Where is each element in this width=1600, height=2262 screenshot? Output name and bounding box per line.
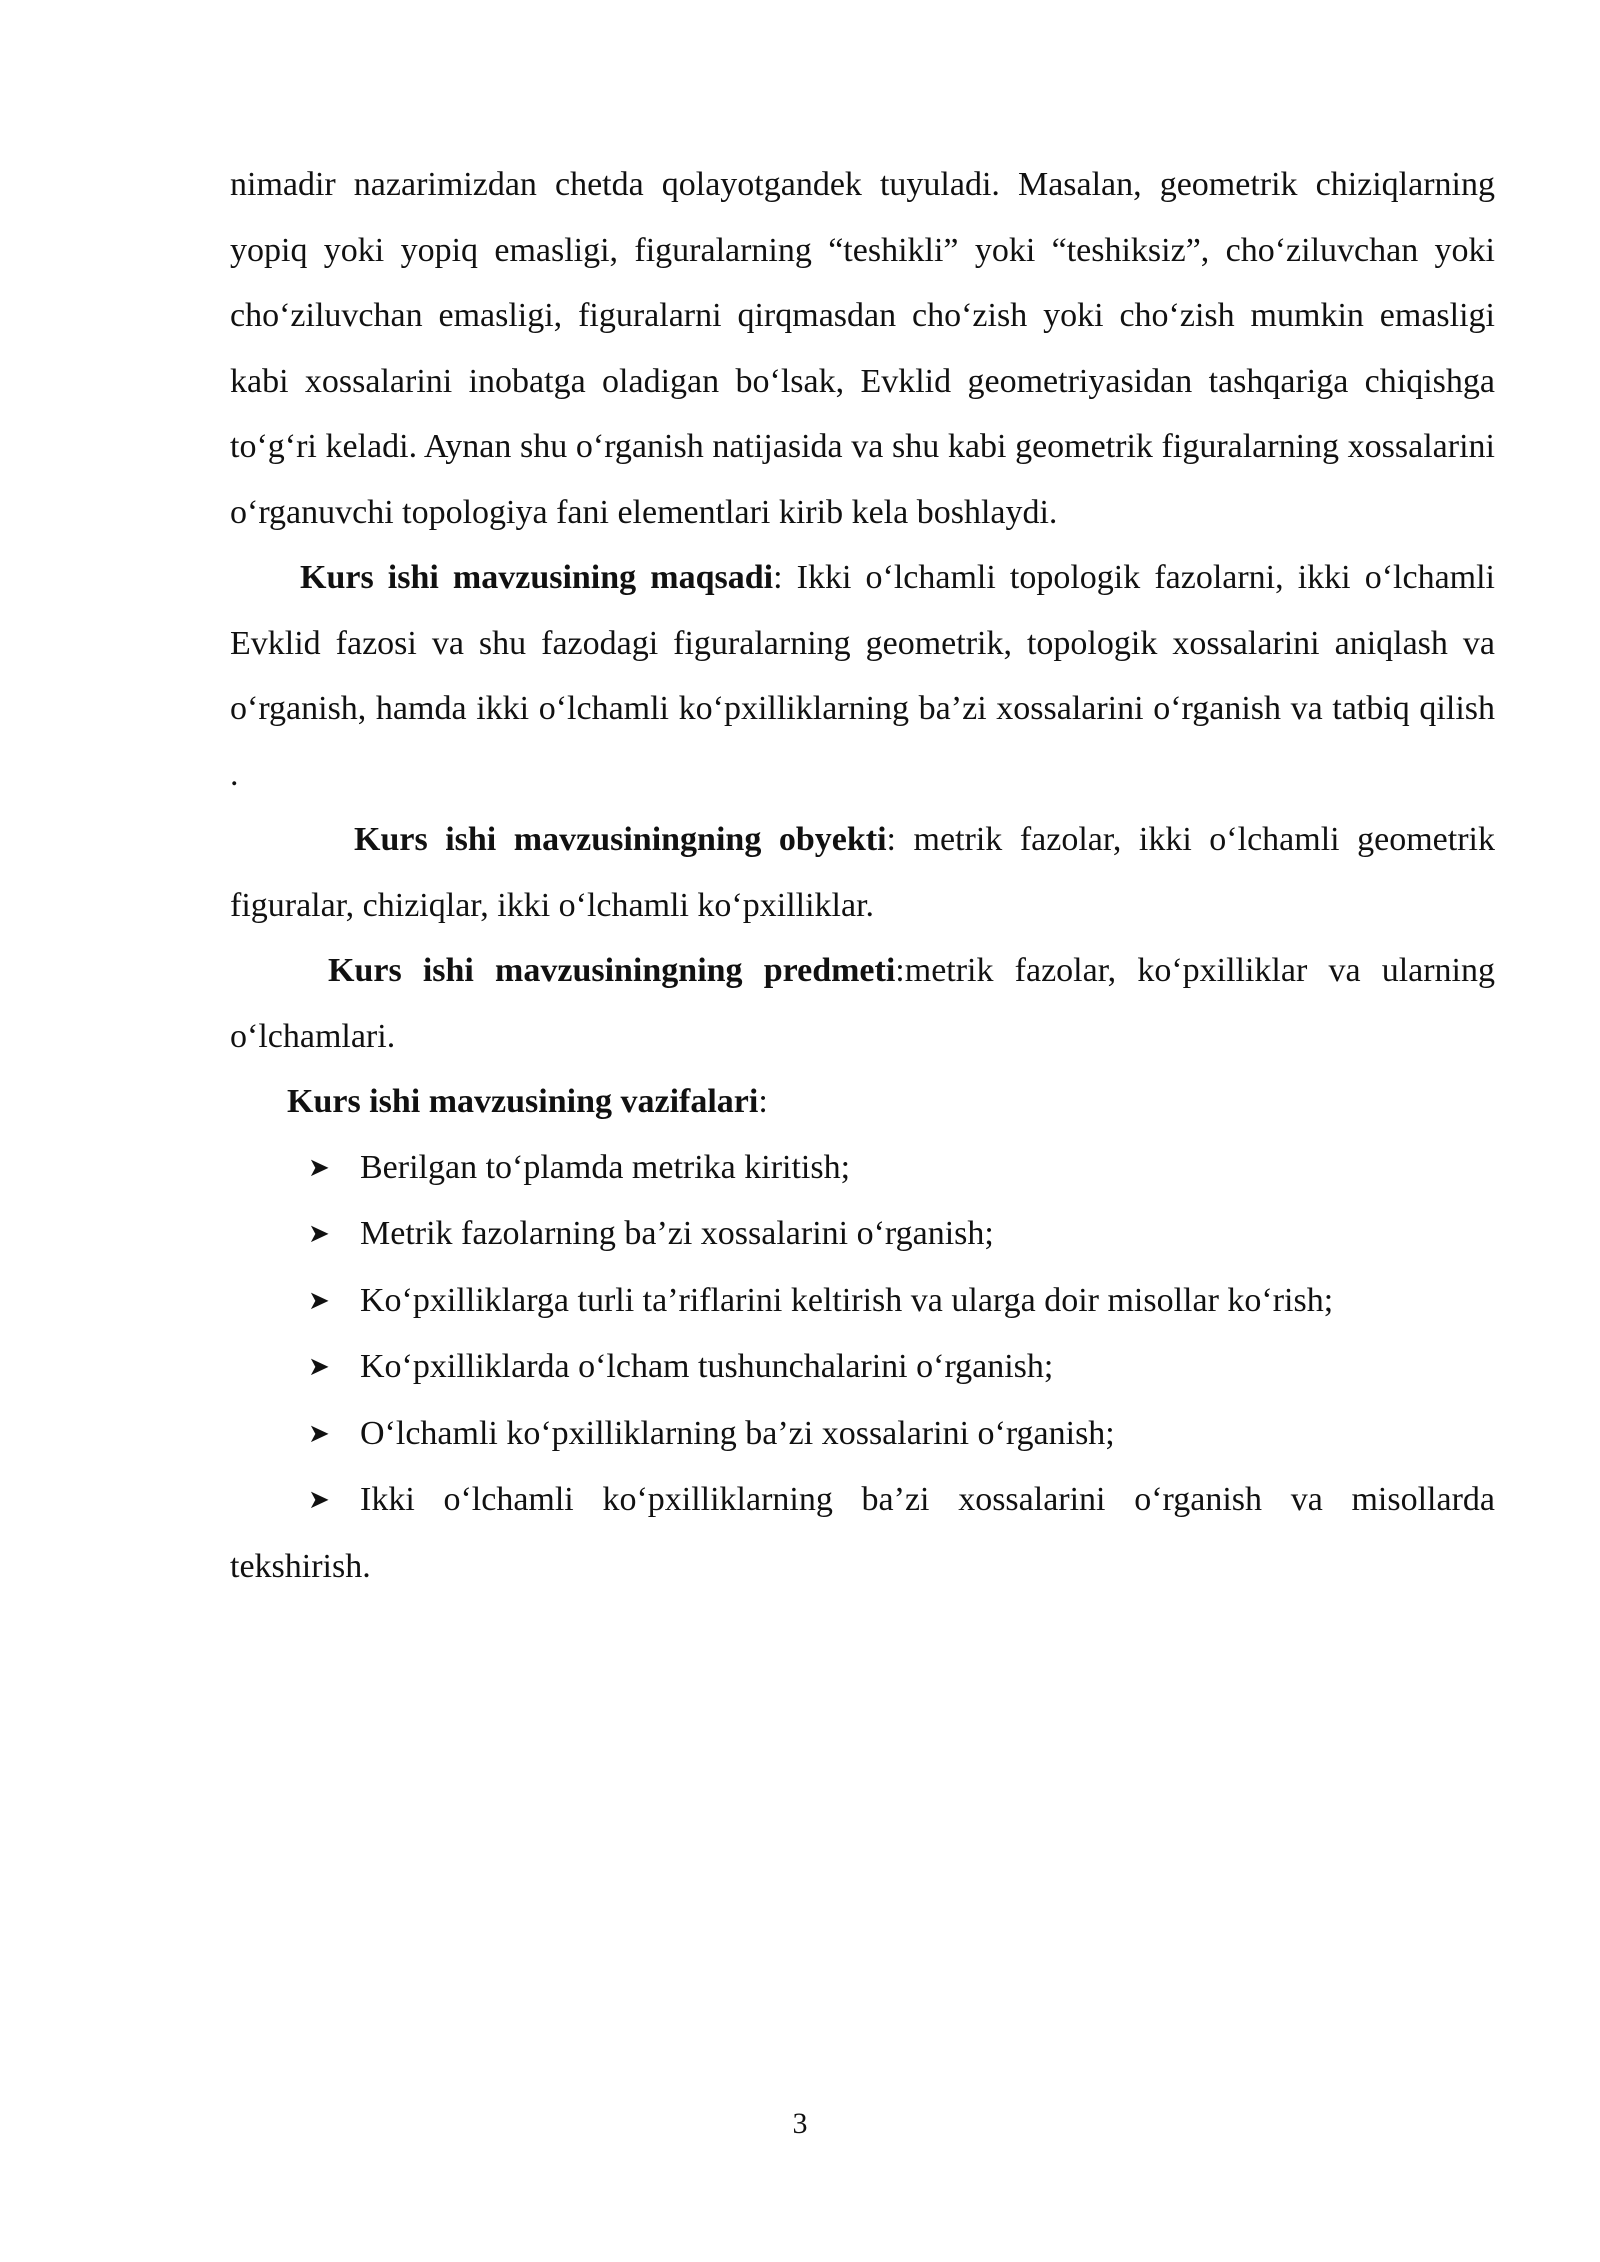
- list-item: [230, 1135, 1495, 1202]
- list-item: [230, 1401, 1495, 1468]
- vazifalar-heading: [230, 1069, 1495, 1135]
- predmet-label: Kurs ishi mavzusiningning predmeti: [328, 952, 896, 989]
- obyekt-label: Kurs ishi mavzusiningning obyekti: [354, 821, 887, 858]
- arrow-bullet-icon: ➤: [308, 1285, 330, 1316]
- list-item: [230, 1334, 1495, 1401]
- maqsad-paragraph: [230, 545, 1495, 807]
- intro-paragraph: nimadir nazarimizdan chetda qolayotgandek tuyuladi. Masalan, geometrik chiziqlarning yopiq yoki yopiq emasligi, figuralarning “teshikli” yoki “teshiksiz”, cho‘ziluvchan yoki cho‘ziluvchan emasligi, figuralarni qirqmasdan cho‘zish yoki cho‘zish mumkin emasligi kabi xossalarini inobatga oladigan bo‘lsak, Evklid geometriyasidan tashqariga chiqishga to‘g‘ri keladi. Aynan shu o‘rganish natijasida va shu kabi geometrik figuralarning xossalarini o‘rganuvchi topologiya fani elementlari kirib kela boshlaydi.: [230, 166, 1495, 531]
- list-item-text: Ikki o‘lchamli ko‘pxilliklarning ba’zi xossalarini o‘rganish va misollarda tekshirish.: [230, 1481, 1495, 1585]
- list-item-text: O‘lchamli ko‘pxilliklarning ba’zi xossalarini o‘rganish;: [360, 1414, 1115, 1452]
- document-page: [230, 152, 1495, 1599]
- list-item-text: Ko‘pxilliklarda o‘lcham tushunchalarini o‘rganish;: [360, 1348, 1054, 1385]
- page-number: 3: [792, 2107, 808, 2140]
- arrow-bullet-icon: ➤: [308, 1152, 330, 1183]
- arrow-bullet-icon: ➤: [308, 1418, 330, 1449]
- maqsad-label: Kurs ishi mavzusining maqsadi: [300, 559, 774, 596]
- list-item-text: Metrik fazolarning ba’zi xossalarini o‘rganish;: [360, 1215, 994, 1252]
- obyekt-paragraph: [230, 807, 1495, 938]
- arrow-bullet-icon: ➤: [308, 1352, 330, 1382]
- predmet-paragraph: [230, 938, 1495, 1069]
- list-item-text: Berilgan to‘plamda metrika kiritish;: [360, 1148, 851, 1186]
- arrow-bullet-icon: ➤: [308, 1219, 330, 1249]
- list-item-text: Ko‘pxilliklarga turli ta’riflarini keltirish va ularga doir misollar ko‘rish;: [360, 1281, 1334, 1319]
- predmet-text: :metrik fazolar, ko‘pxilliklar va ularning o‘lchamlari.: [230, 952, 1495, 1055]
- vazifalar-colon: :: [758, 1083, 768, 1120]
- list-item: [230, 1201, 1495, 1268]
- list-item: [230, 1268, 1495, 1335]
- obyekt-text: : metrik fazolar, ikki o‘lchamli geometrik figuralar, chiziqlar, ikki o‘lchamli ko‘pxilliklar.: [230, 821, 1495, 924]
- list-item: [230, 1467, 1495, 1599]
- vazifalar-label: Kurs ishi mavzusining vazifalari: [287, 1083, 759, 1120]
- maqsad-text: : Ikki o‘lchamli topologik fazolarni, ikki o‘lchamli Evklid fazosi va shu fazodagi figuralarning geometrik, topologik xossalarini aniqlash va o‘rganish, hamda ikki o‘lchamli ko‘pxilliklarning ba’zi xossalarini o‘rganish va tatbiq qilish .: [230, 559, 1496, 793]
- arrow-bullet-icon: ➤: [308, 1485, 330, 1515]
